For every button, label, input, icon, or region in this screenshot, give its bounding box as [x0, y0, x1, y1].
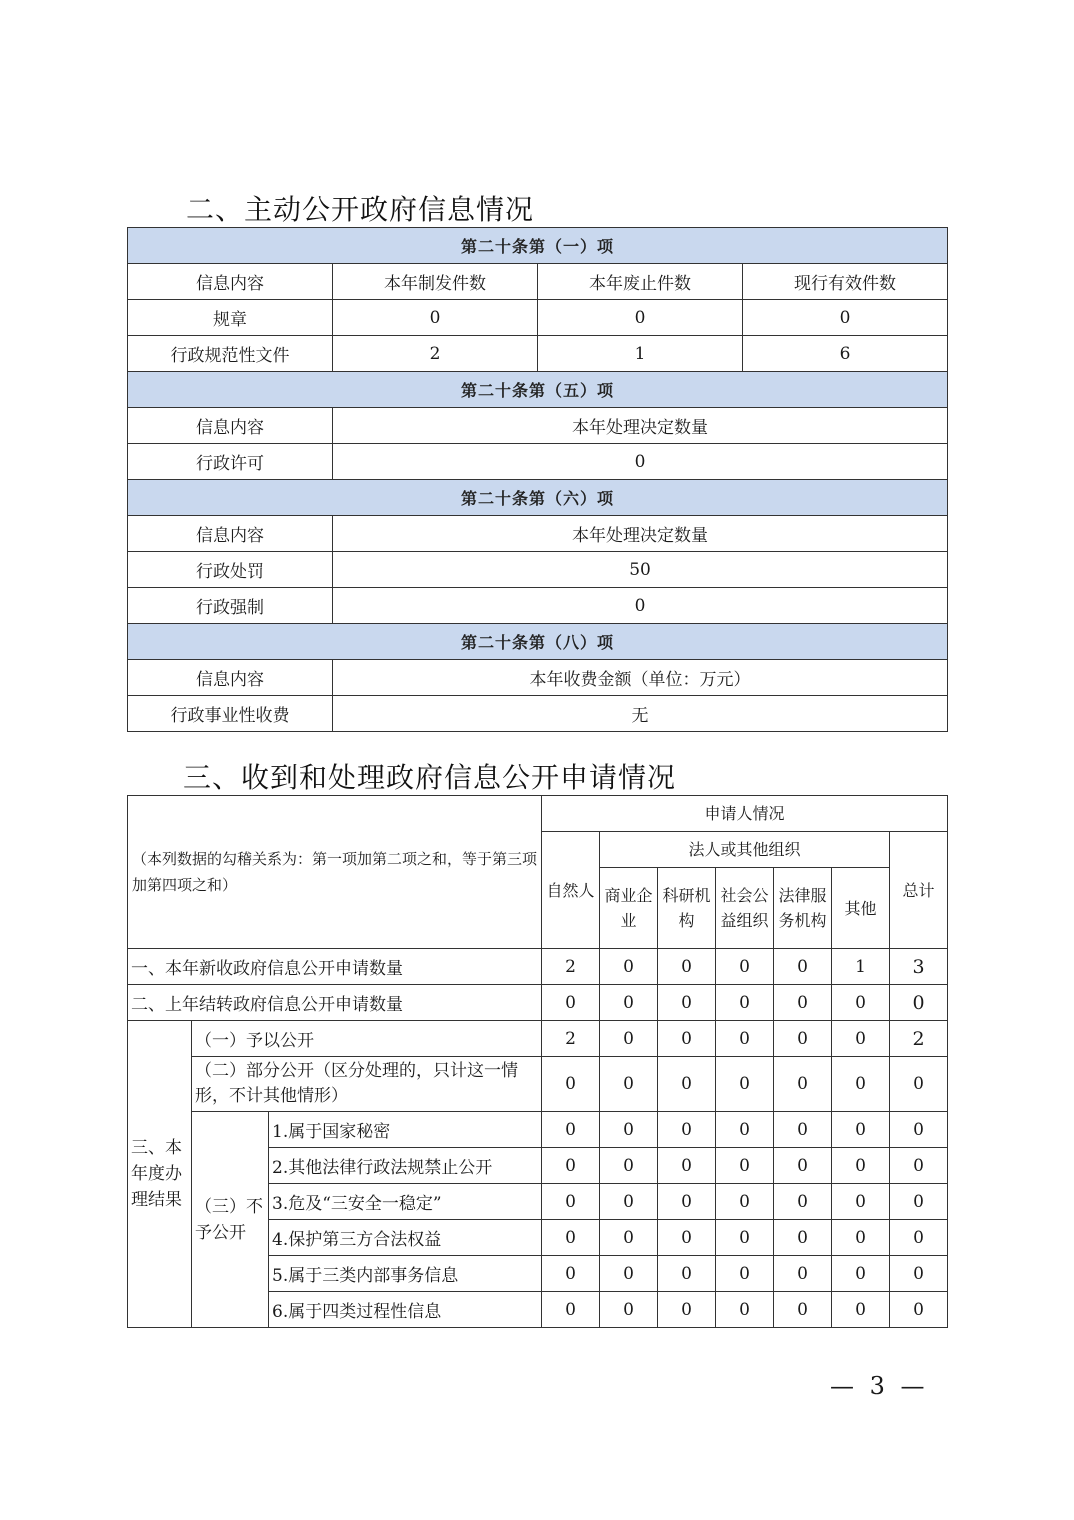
total-header: 总计: [890, 832, 948, 949]
cell-value: 0: [538, 300, 743, 336]
cell-value: 0: [542, 985, 600, 1021]
cell-value: 1: [538, 336, 743, 372]
cell-value: 0: [716, 1057, 774, 1112]
handling-result-label: 三、本年度办理结果: [128, 1021, 192, 1328]
table-row: [128, 985, 948, 1021]
cell-total: 0: [890, 1184, 948, 1220]
cell-value: 0: [600, 1021, 658, 1057]
row-label: 行政强制: [128, 588, 333, 624]
cell-total: 0: [890, 1292, 948, 1328]
cell-value: 0: [542, 1256, 600, 1292]
row-label: 行政许可: [128, 444, 333, 480]
cell-value: 2: [542, 1021, 600, 1057]
cell-value: 0: [716, 1148, 774, 1184]
table-row: [128, 949, 948, 985]
table-row: [128, 696, 948, 732]
row-label: 1.属于国家秘密: [269, 1112, 542, 1148]
cell-total: 0: [890, 985, 948, 1021]
cell-total: 0: [890, 1057, 948, 1112]
consistency-note: （本列数据的勾稽关系为：第一项加第二项之和，等于第三项加第四项之和）: [128, 796, 542, 949]
art8-col-content: 信息内容: [128, 660, 333, 696]
cell-value: 0: [658, 1184, 716, 1220]
cell-value: 0: [716, 985, 774, 1021]
non-disclosure-label: （三）不予公开: [192, 1112, 269, 1328]
cell-value: 0: [832, 985, 890, 1021]
cell-value: 0: [832, 1112, 890, 1148]
cell-value: 无: [333, 696, 948, 732]
cell-total: 3: [890, 949, 948, 985]
org-col-other: 其他: [832, 868, 890, 949]
cell-value: 0: [542, 1112, 600, 1148]
row-label: 行政事业性收费: [128, 696, 333, 732]
cell-value: 0: [716, 1256, 774, 1292]
cell-total: 0: [890, 1112, 948, 1148]
table-row: [128, 444, 948, 480]
cell-value: 0: [658, 985, 716, 1021]
cell-value: 0: [658, 1112, 716, 1148]
row-label: 6.属于四类过程性信息: [269, 1292, 542, 1328]
table-row: [128, 552, 948, 588]
cell-value: 0: [600, 1148, 658, 1184]
art1-col-issued: 本年制发件数: [333, 264, 538, 300]
cell-value: 0: [716, 1021, 774, 1057]
row-label: 一、本年新收政府信息公开申请数量: [128, 949, 542, 985]
cell-value: 0: [333, 300, 538, 336]
art5-col-count: 本年处理决定数量: [333, 408, 948, 444]
cell-value: 0: [658, 1057, 716, 1112]
cell-value: 0: [832, 1148, 890, 1184]
cell-value: 0: [600, 985, 658, 1021]
org-col-research: 科研机构: [658, 868, 716, 949]
table-row: [128, 1112, 948, 1148]
cell-value: 0: [333, 444, 948, 480]
row-label: 4.保护第三方合法权益: [269, 1220, 542, 1256]
section3-title: 三、收到和处理政府信息公开申请情况: [183, 761, 677, 794]
cell-value: 0: [774, 1292, 832, 1328]
cell-value: 0: [658, 1220, 716, 1256]
cell-total: 2: [890, 1021, 948, 1057]
cell-value: 0: [600, 1256, 658, 1292]
proactive-disclosure-table: [127, 227, 948, 732]
row-label: （一）予以公开: [192, 1021, 542, 1057]
cell-value: 50: [333, 552, 948, 588]
cell-value: 0: [716, 1112, 774, 1148]
cell-value: 0: [832, 1057, 890, 1112]
cell-total: 0: [890, 1148, 948, 1184]
row-label: 规章: [128, 300, 333, 336]
art1-col-valid: 现行有效件数: [743, 264, 948, 300]
row-label: 行政处罚: [128, 552, 333, 588]
cell-value: 2: [333, 336, 538, 372]
section2-title: 二、主动公开政府信息情况: [186, 193, 535, 226]
row-label: 5.属于三类内部事务信息: [269, 1256, 542, 1292]
cell-value: 0: [774, 1220, 832, 1256]
cell-value: 0: [774, 1057, 832, 1112]
cell-value: 0: [774, 985, 832, 1021]
cell-value: 0: [743, 300, 948, 336]
cell-value: 0: [774, 1184, 832, 1220]
natural-person-header: 自然人: [542, 832, 600, 949]
cell-value: 0: [774, 1148, 832, 1184]
cell-value: 0: [658, 949, 716, 985]
row-label: 二、上年结转政府信息公开申请数量: [128, 985, 542, 1021]
cell-value: 0: [832, 1021, 890, 1057]
table-row: [128, 1057, 948, 1112]
row-label: 3.危及“三安全一稳定”: [269, 1184, 542, 1220]
cell-value: 0: [600, 949, 658, 985]
cell-value: 0: [600, 1292, 658, 1328]
cell-value: 0: [658, 1292, 716, 1328]
cell-value: 0: [658, 1148, 716, 1184]
cell-value: 0: [716, 1220, 774, 1256]
cell-value: 0: [774, 1021, 832, 1057]
cell-value: 0: [542, 1057, 600, 1112]
org-col-business: 商业企业: [600, 868, 658, 949]
art5-header: 第二十条第（五）项: [128, 372, 948, 408]
cell-value: 0: [600, 1112, 658, 1148]
cell-value: 0: [832, 1184, 890, 1220]
row-label: 行政规范性文件: [128, 336, 333, 372]
art8-header: 第二十条第（八）项: [128, 624, 948, 660]
cell-value: 0: [716, 1292, 774, 1328]
art1-col-abolished: 本年废止件数: [538, 264, 743, 300]
cell-value: 2: [542, 949, 600, 985]
cell-value: 6: [743, 336, 948, 372]
table-row: [128, 300, 948, 336]
art5-col-content: 信息内容: [128, 408, 333, 444]
table-row: [128, 588, 948, 624]
cell-value: 0: [832, 1292, 890, 1328]
table-row: [128, 336, 948, 372]
cell-total: 0: [890, 1256, 948, 1292]
cell-value: 0: [600, 1184, 658, 1220]
cell-value: 0: [774, 1112, 832, 1148]
cell-value: 0: [774, 949, 832, 985]
row-label: 2.其他法律行政法规禁止公开: [269, 1148, 542, 1184]
cell-value: 0: [333, 588, 948, 624]
cell-value: 0: [542, 1148, 600, 1184]
cell-value: 0: [542, 1220, 600, 1256]
cell-value: 0: [716, 1184, 774, 1220]
art1-header: 第二十条第（一）项: [128, 228, 948, 264]
cell-total: 0: [890, 1220, 948, 1256]
org-col-public-welfare: 社会公益组织: [716, 868, 774, 949]
table-row: [128, 1021, 948, 1057]
cell-value: 0: [716, 949, 774, 985]
art1-col-content: 信息内容: [128, 264, 333, 300]
applicant-header: 申请人情况: [542, 796, 948, 832]
art6-col-count: 本年处理决定数量: [333, 516, 948, 552]
cell-value: 0: [600, 1220, 658, 1256]
org-col-legal-service: 法律服务机构: [774, 868, 832, 949]
cell-value: 0: [600, 1057, 658, 1112]
art6-col-content: 信息内容: [128, 516, 333, 552]
art6-header: 第二十条第（六）项: [128, 480, 948, 516]
row-label: （二）部分公开（区分处理的，只计这一情形，不计其他情形）: [192, 1057, 542, 1112]
cell-value: 0: [832, 1256, 890, 1292]
cell-value: 0: [542, 1292, 600, 1328]
cell-value: 0: [832, 1220, 890, 1256]
application-handling-table: [127, 795, 948, 1328]
art8-col-amount: 本年收费金额（单位：万元）: [333, 660, 948, 696]
cell-value: 0: [658, 1256, 716, 1292]
cell-value: 0: [542, 1184, 600, 1220]
page-number: — 3 —: [830, 1372, 929, 1400]
cell-value: 1: [832, 949, 890, 985]
cell-value: 0: [658, 1021, 716, 1057]
legal-entity-header: 法人或其他组织: [600, 832, 890, 868]
cell-value: 0: [774, 1256, 832, 1292]
